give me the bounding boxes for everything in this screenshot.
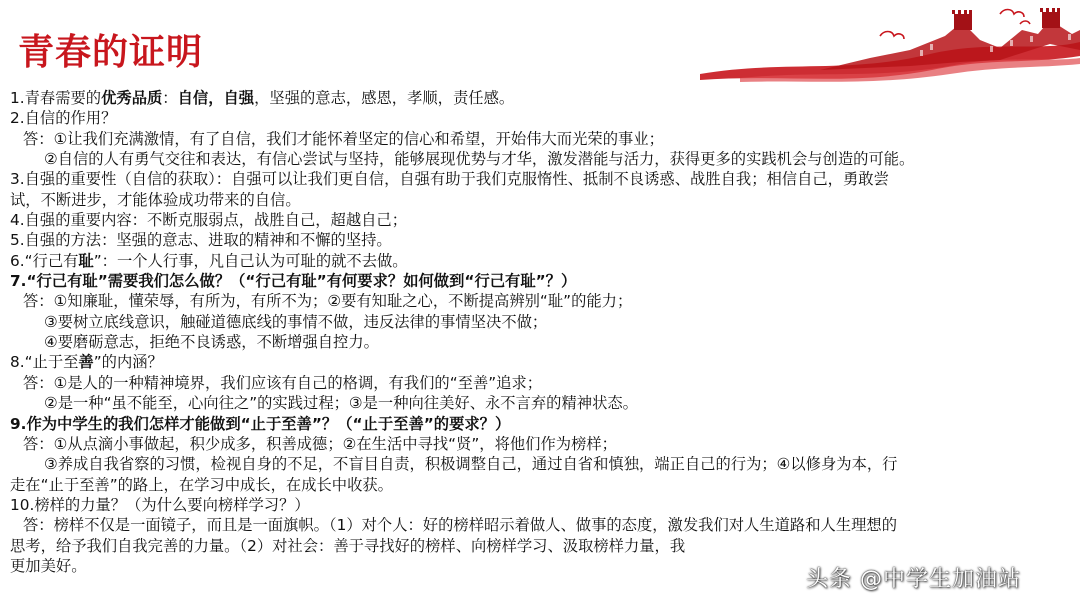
line-24: 更加美好。 (10, 556, 87, 575)
line-22: 答：榜样不仅是一面镜子，而且是一面旗帜。（1）对个人：好的榜样昭示着做人、做事的态度，激发我们对人生道路和人生理想的 (23, 516, 898, 535)
line-16: ②是一种“虽不能至，心向往之”的实践过程；③是一种向往美好、永不言弃的精神状态。 (44, 394, 638, 413)
line-2: 2.自信的作用？ (10, 109, 117, 128)
line-8: 5.自强的方法：坚强的意志、进取的精神和不懈的坚持。 (10, 231, 392, 250)
great-wall-illustration (700, 0, 1080, 86)
slide-body (10, 88, 1072, 576)
watermark: 头条 @中学生加油站 (806, 567, 1021, 592)
slide-header (0, 0, 1080, 86)
line-3: 答：①让我们充满激情，有了自信，我们才能怀着坚定的信心和希望，开始伟大而光荣的事业； (23, 129, 664, 148)
line-13: ④要磨砺意志，拒绝不良诱惑，不断增强自控力。 (44, 333, 379, 352)
line-15: 答：①是人的一种精神境界，我们应该有自己的格调，有我们的“至善”追求； (23, 373, 543, 392)
line-18: 答：①从点滴小事做起，积少成多，积善成德；②在生活中寻找“贤”，将他们作为榜样； (23, 434, 617, 453)
line-5: 3.自强的重要性（自信的获取）：自强可以让我们更自信，自强有助于我们克服惰性、抵制不良诱惑、战胜自我；相信自己，勇敢尝 (10, 170, 889, 189)
line-11: 答：①知廉耻，懂荣辱，有所为，有所不为；②要有知耻之心，不断提高辨别“耻”的能力； (23, 292, 633, 311)
line-6: 试，不断进步，才能体验成功带来的自信。 (10, 190, 301, 209)
line-10: 7.“行己有耻”需要我们怎么做？（“行己有耻”有何要求？如何做到“行己有耻”？） (10, 272, 577, 291)
line-20: 走在“止于至善”的路上，在学习中成长，在成长中收获。 (10, 475, 393, 494)
line-23: 思考，给予我们自我完善的力量。（2）对社会：善于寻找好的榜样、向榜样学习、汲取榜样力量，我 (10, 536, 686, 555)
slide-title: 青春的证明 (18, 32, 204, 73)
line-14: 8.“止于至善”的内涵？ (10, 353, 163, 372)
line-12: ③要树立底线意识，触碰道德底线的事情不做，违反法律的事情坚决不做； (44, 312, 548, 331)
line-17: 9.作为中学生的我们怎样才能做到“止于至善”？（“止于至善”的要求？） (10, 414, 511, 433)
line-7: 4.自强的重要内容：不断克服弱点，战胜自己，超越自己； (10, 211, 408, 230)
line-21: 10.榜样的力量？（为什么要向榜样学习？） (10, 495, 310, 514)
line-4: ②自信的人有勇气交往和表达，有信心尝试与坚持，能够展现优势与才华，激发潜能与活力，获得更多的实践机会与创造的可能。 (44, 150, 915, 169)
line-9: 6.“行己有耻”：一个人行事，凡自己认为可耻的就不去做。 (10, 251, 408, 270)
line-1: 1.青春需要的优秀品质：自信，自强，坚强的意志，感恩，孝顺，责任感。 (10, 89, 515, 107)
line-19: ③养成自我省察的习惯，检视自身的不足，不盲目自责，积极调整自己，通过自省和慎独，端正自己的行为；④以修身为本，行 (44, 455, 898, 474)
